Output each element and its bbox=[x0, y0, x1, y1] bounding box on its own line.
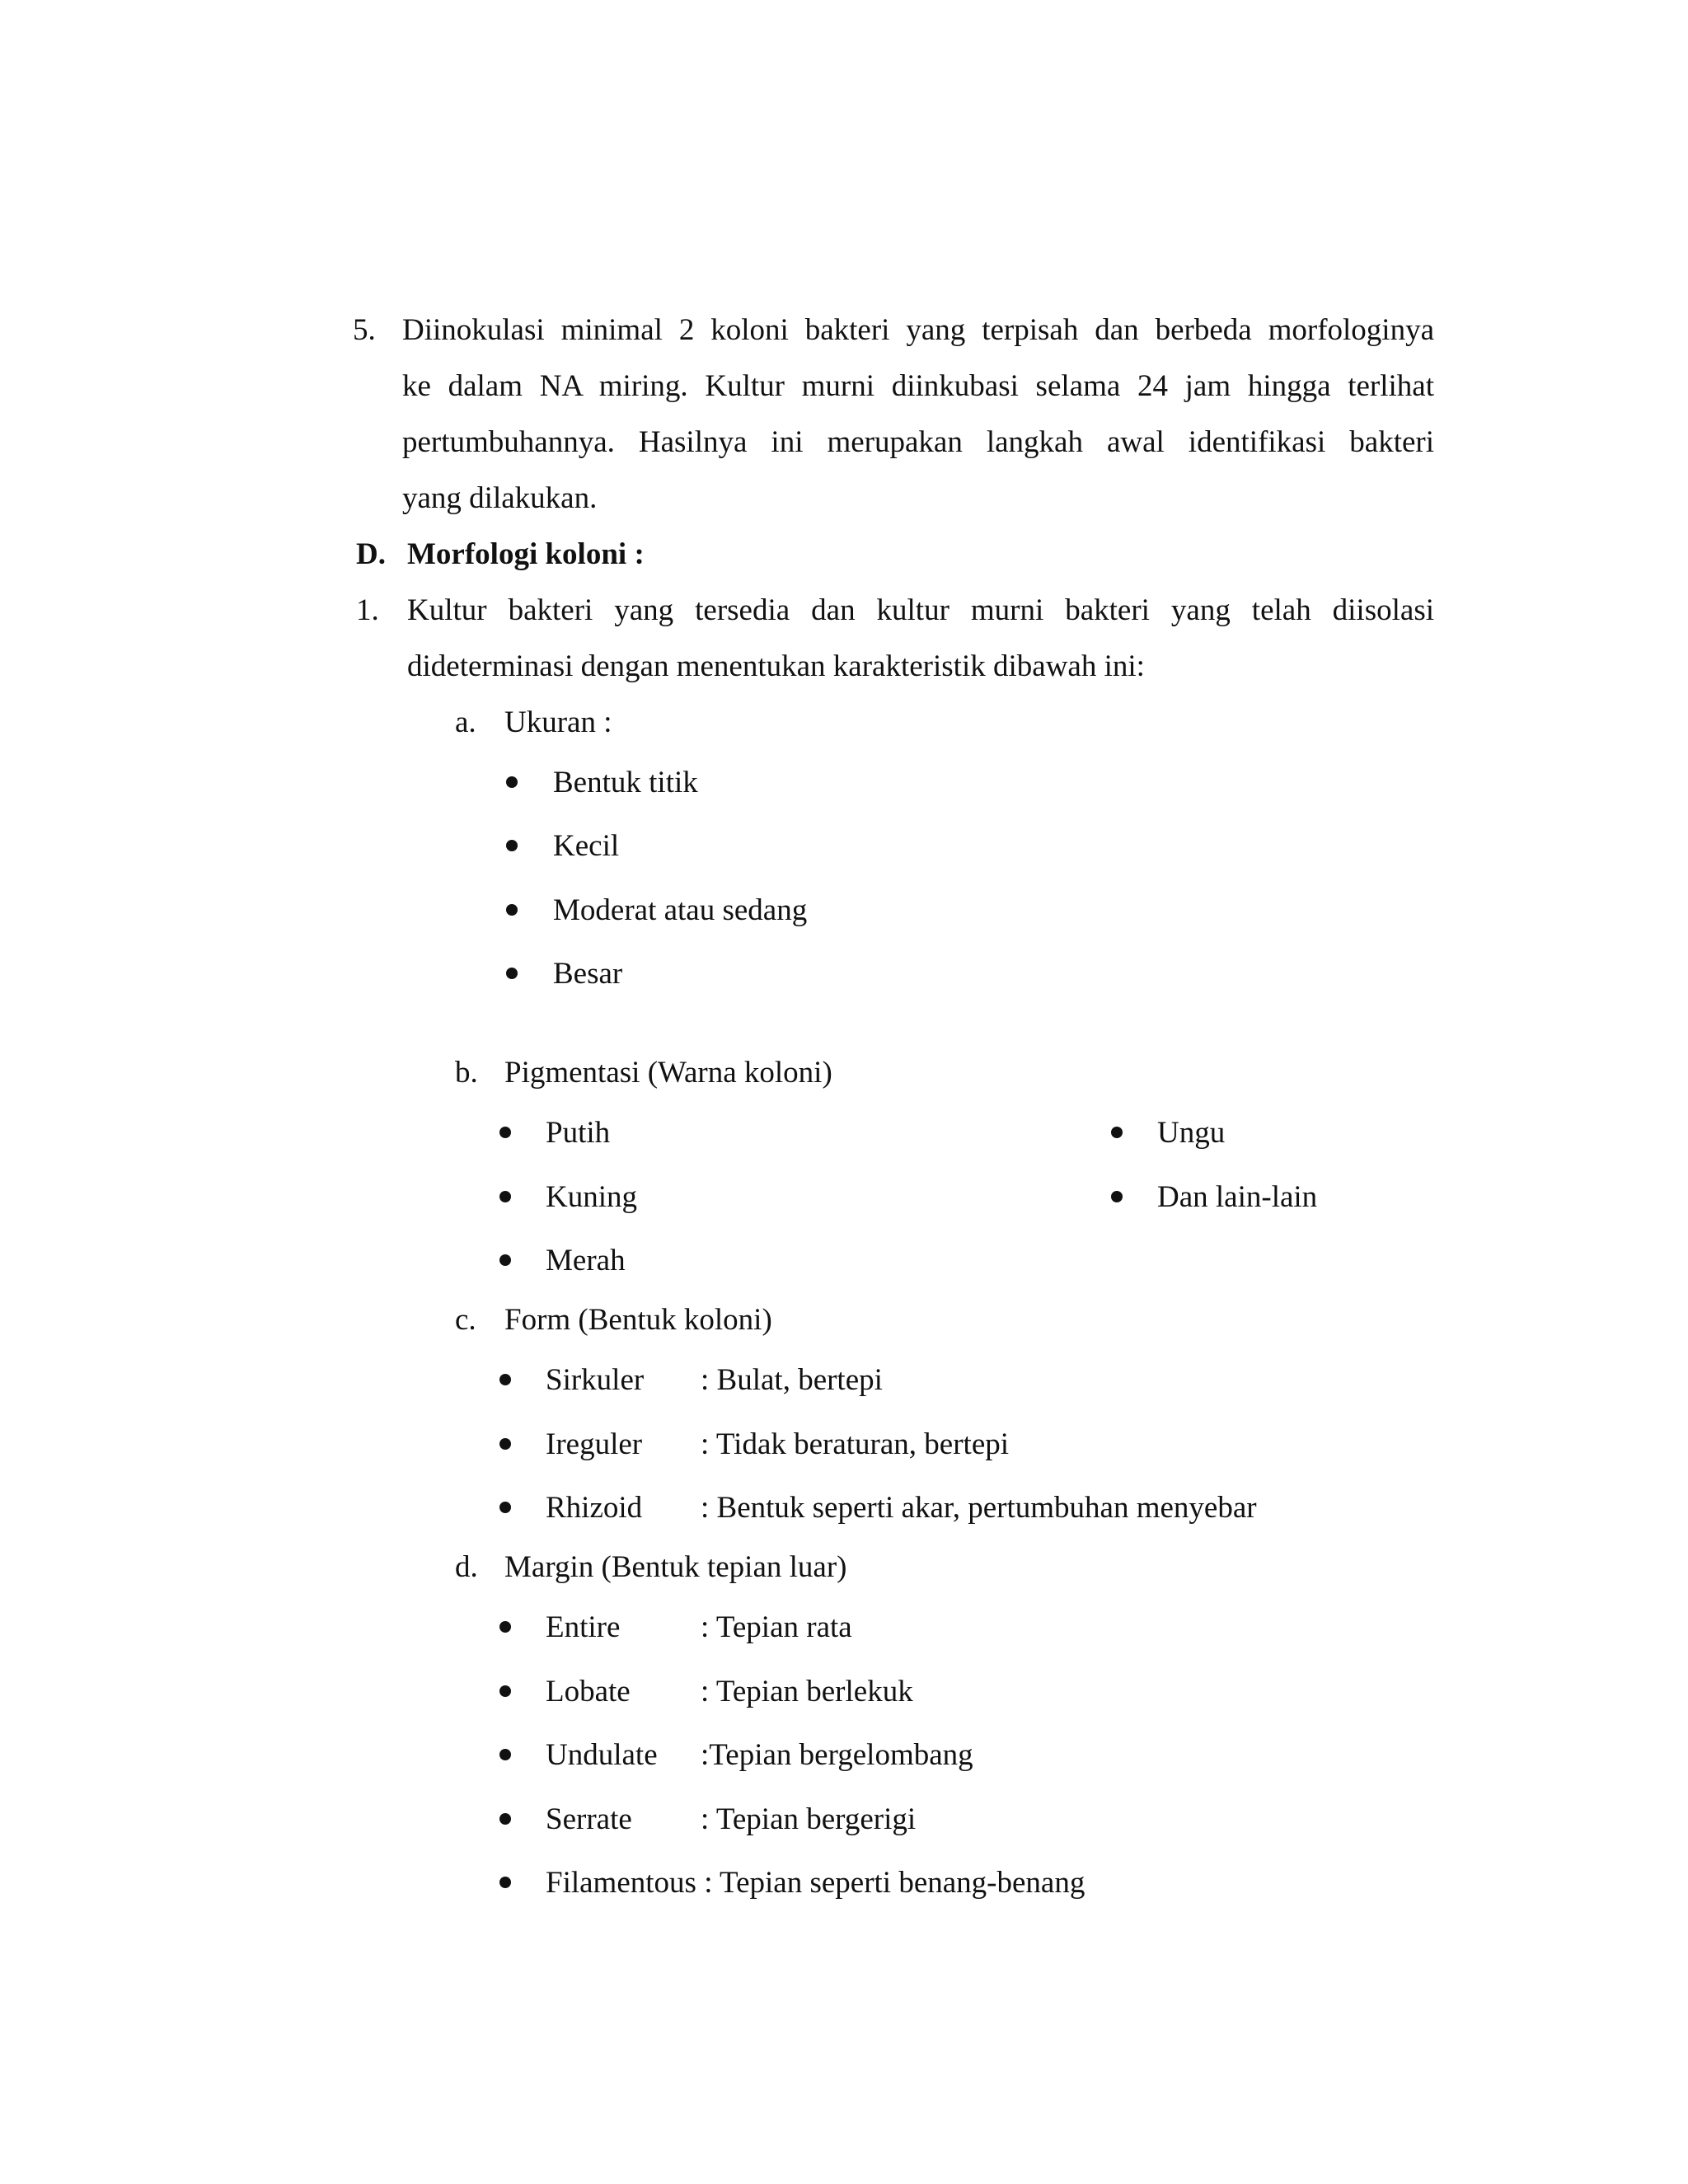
pigment-item-lain: Dan lain-lain bbox=[1157, 1180, 1318, 1214]
pigment-item-kuning: Kuning bbox=[546, 1180, 637, 1214]
margin-desc: : Tepian rata bbox=[701, 1610, 852, 1644]
bullet-icon bbox=[499, 1813, 511, 1825]
ukuran-item-1: Bentuk titik bbox=[553, 766, 698, 799]
item-5-line-4: yang dilakukan. bbox=[402, 481, 598, 515]
pigment-item-putih: Putih bbox=[546, 1116, 611, 1150]
margin-term: Undulate bbox=[546, 1738, 658, 1772]
margin-last-item: Filamentous : Tepian seperti benang-benang bbox=[546, 1866, 1085, 1900]
section-d-title: Morfologi koloni : bbox=[407, 537, 645, 571]
sub-c-letter: c. bbox=[455, 1303, 476, 1337]
margin-desc: :Tepian bergelombang bbox=[701, 1738, 973, 1772]
ukuran-item-2: Kecil bbox=[553, 829, 620, 863]
sub-a-letter: a. bbox=[455, 705, 476, 739]
bullet-icon bbox=[499, 1191, 511, 1202]
item-1-line-1: Kultur bakteri yang tersedia dan kultur murni bakteri yang telah diisolasi bbox=[407, 593, 1434, 627]
bullet-icon bbox=[499, 1621, 511, 1633]
bullet-icon bbox=[1111, 1191, 1123, 1202]
bullet-icon bbox=[499, 1685, 511, 1697]
pigment-item-merah: Merah bbox=[546, 1244, 626, 1277]
sub-b-title: Pigmentasi (Warna koloni) bbox=[504, 1056, 832, 1090]
bullet-icon bbox=[506, 904, 518, 916]
margin-term: Entire bbox=[546, 1610, 621, 1644]
form-desc: : Bulat, bertepi bbox=[701, 1363, 883, 1397]
pigment-item-ungu: Ungu bbox=[1157, 1116, 1226, 1150]
sub-d-letter: d. bbox=[455, 1550, 478, 1584]
sub-d-title: Margin (Bentuk tepian luar) bbox=[504, 1550, 847, 1584]
margin-term: Serrate bbox=[546, 1802, 632, 1836]
item-1-number: 1. bbox=[356, 593, 379, 627]
bullet-icon bbox=[499, 1749, 511, 1760]
ukuran-item-3: Moderat atau sedang bbox=[553, 893, 808, 927]
form-term: Rhizoid bbox=[546, 1491, 643, 1525]
section-d-letter: D. bbox=[356, 537, 386, 571]
item-5-line-2: ke dalam NA miring. Kultur murni diinkubasi selama 24 jam hingga terlihat bbox=[402, 369, 1434, 403]
margin-desc: : Tepian berlekuk bbox=[701, 1675, 913, 1708]
ukuran-item-4: Besar bbox=[553, 957, 623, 991]
form-desc: : Tidak beraturan, bertepi bbox=[701, 1427, 1010, 1461]
bullet-icon bbox=[499, 1127, 511, 1138]
margin-term: Lobate bbox=[546, 1675, 631, 1708]
bullet-icon bbox=[499, 1502, 511, 1513]
item-1-line-2: dideterminasi dengan menentukan karakteristik dibawah ini: bbox=[407, 649, 1145, 683]
item-5-number: 5. bbox=[353, 313, 376, 347]
sub-b-letter: b. bbox=[455, 1056, 478, 1090]
bullet-icon bbox=[499, 1254, 511, 1266]
form-term: Ireguler bbox=[546, 1427, 643, 1461]
form-term: Sirkuler bbox=[546, 1363, 645, 1397]
item-5-line-3: pertumbuhannya. Hasilnya ini merupakan langkah awal identifikasi bakteri bbox=[402, 425, 1434, 459]
bullet-icon bbox=[499, 1877, 511, 1888]
margin-desc: : Tepian bergerigi bbox=[701, 1802, 917, 1836]
sub-a-title: Ukuran : bbox=[504, 705, 612, 739]
bullet-icon bbox=[506, 968, 518, 979]
bullet-icon bbox=[499, 1438, 511, 1450]
sub-c-title: Form (Bentuk koloni) bbox=[504, 1303, 772, 1337]
bullet-icon bbox=[506, 776, 518, 788]
item-5-line-1: Diinokulasi minimal 2 koloni bakteri yang terpisah dan berbeda morfologinya bbox=[402, 313, 1434, 347]
bullet-icon bbox=[506, 840, 518, 851]
bullet-icon bbox=[499, 1374, 511, 1385]
form-desc: : Bentuk seperti akar, pertumbuhan menyebar bbox=[701, 1491, 1257, 1525]
bullet-icon bbox=[1111, 1127, 1123, 1138]
